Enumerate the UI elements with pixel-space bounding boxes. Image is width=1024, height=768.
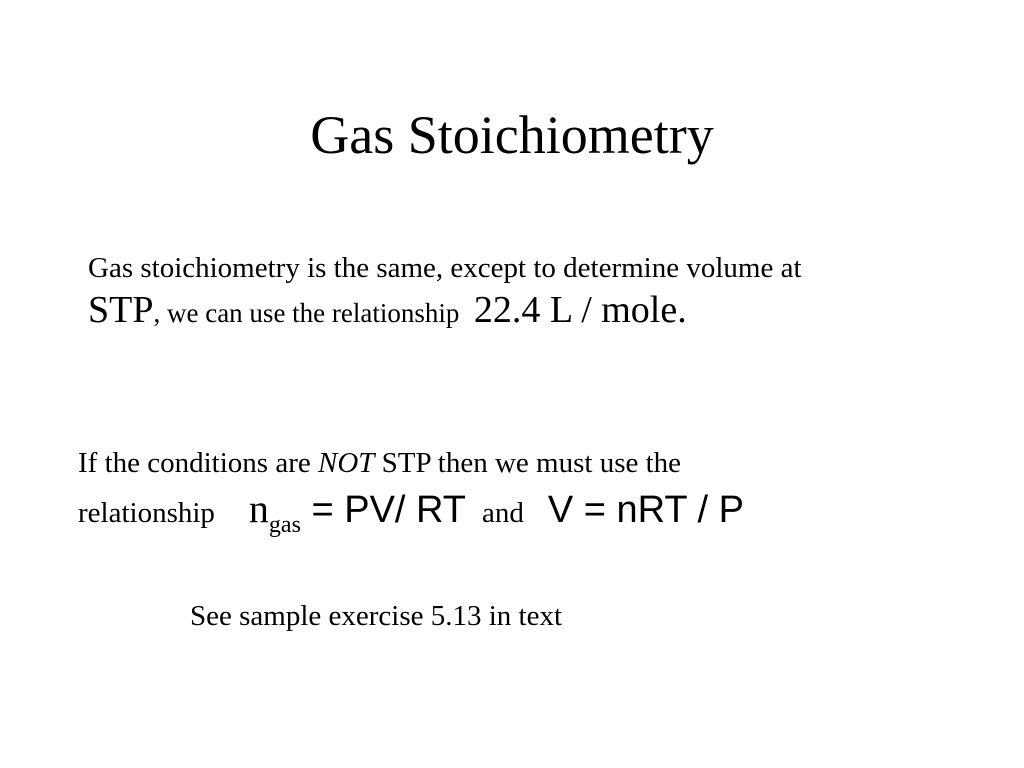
not-emphasis: NOT (317, 447, 375, 479)
non-stp-paragraph (78, 445, 978, 538)
molar-volume-value: 22.4 L / mole. (473, 289, 687, 331)
stp-paragraph-line2 (88, 289, 968, 331)
ideal-gas-volume-formula: V = nRT / P (547, 489, 744, 531)
non-stp-paragraph-line1 (78, 445, 978, 481)
stp-term: STP (88, 289, 154, 331)
relationship-label: relationship (78, 497, 215, 529)
formula-n: n (248, 486, 269, 531)
and-conjunction: and (482, 497, 524, 529)
non-stp-paragraph-line2 (78, 486, 978, 538)
conditions-suffix: STP then we must use the (374, 447, 682, 479)
formula-pv-rt: = PV/ RT (300, 489, 467, 531)
sample-exercise-note: See sample exercise 5.13 in text (190, 600, 563, 632)
ideal-gas-moles-formula (248, 486, 467, 538)
stp-paragraph (88, 250, 968, 331)
slide-title: Gas Stoichiometry (310, 105, 714, 165)
conditions-prefix: If the conditions are (78, 447, 318, 479)
stp-paragraph-line1: Gas stoichiometry is the same, except to determine volume at (88, 252, 802, 284)
formula-n-subscript: gas (268, 512, 301, 538)
relationship-text: , we can use the relationship (153, 298, 460, 328)
